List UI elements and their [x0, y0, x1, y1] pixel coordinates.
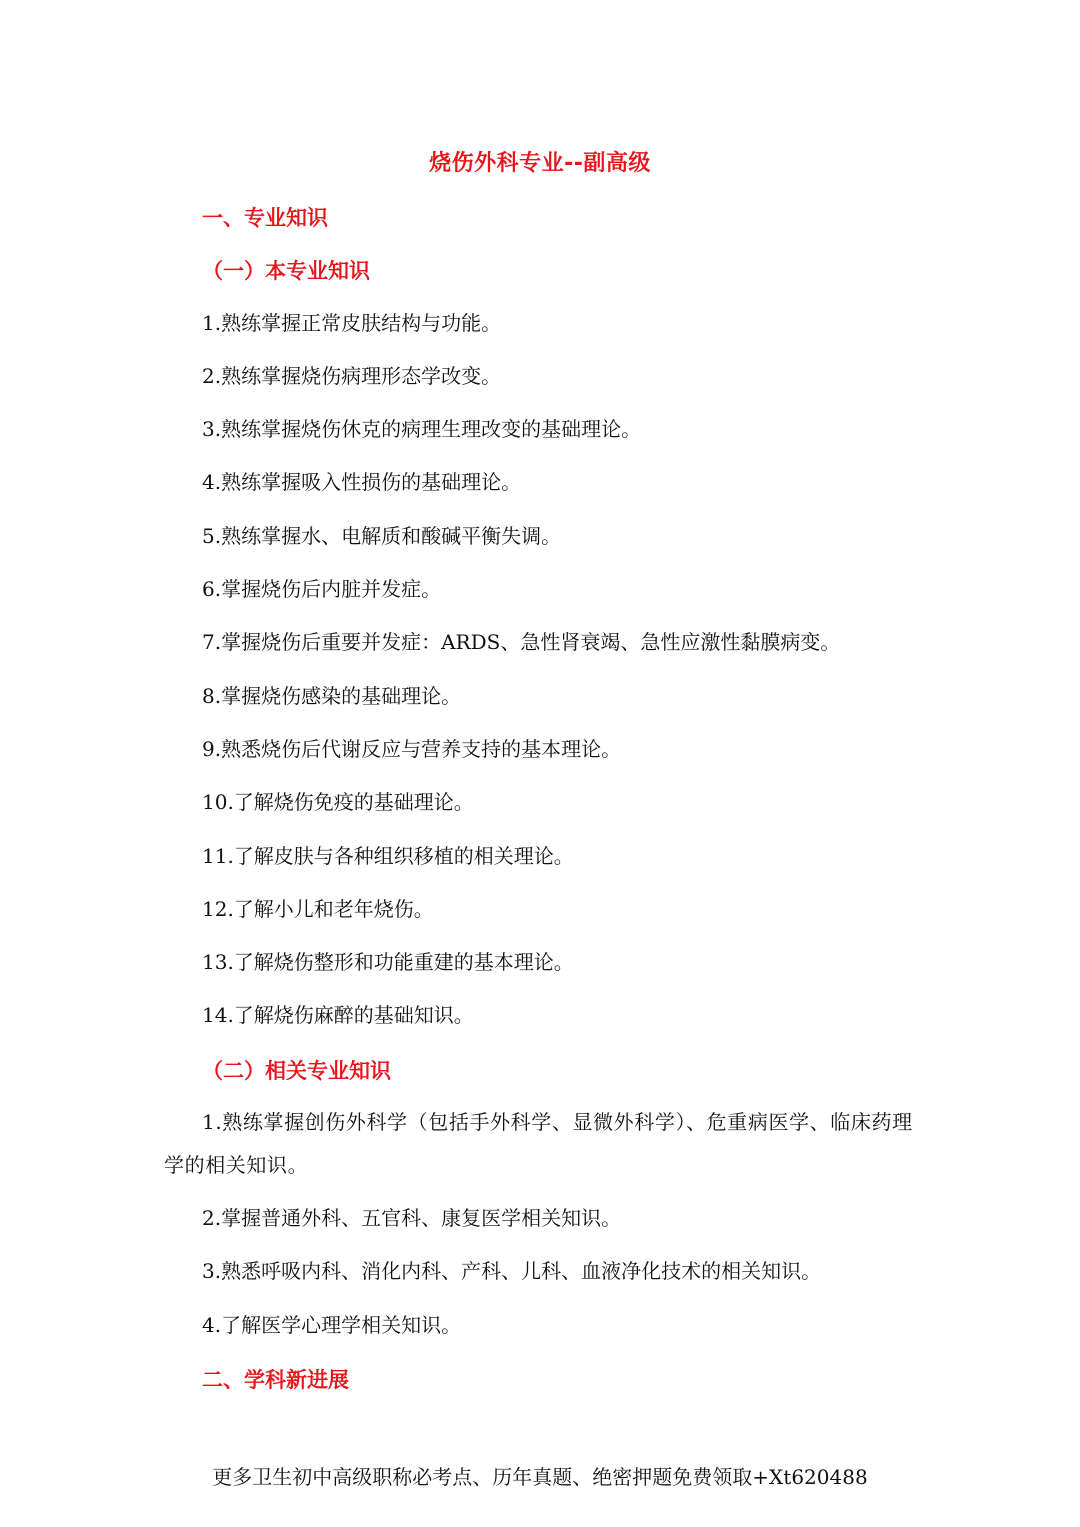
list-item: 11.了解皮肤与各种组织移植的相关理论。	[202, 844, 574, 868]
list-item: 8.掌握烧伤感染的基础理论。	[202, 684, 462, 708]
list-item: 13.了解烧伤整形和功能重建的基本理论。	[202, 950, 574, 974]
list-item: 3.熟悉呼吸内科、消化内科、产科、儿科、血液净化技术的相关知识。	[202, 1259, 822, 1283]
list-item: 2.熟练掌握烧伤病理形态学改变。	[202, 364, 502, 388]
list-item: 1.熟练掌握创伤外科学（包括手外科学、显微外科学）、危重病医学、临床药理学的相关知识。	[164, 1110, 913, 1177]
list-item: 2.掌握普通外科、五官科、康复医学相关知识。	[202, 1206, 622, 1230]
list-item: 4.了解医学心理学相关知识。	[202, 1313, 462, 1337]
list-item: 6.掌握烧伤后内脏并发症。	[202, 577, 442, 601]
section-heading-1: 一、专业知识	[202, 206, 328, 230]
promo-footer: 更多卫生初中高级职称必考点、历年真题、绝密押题免费领取+Xt620488	[212, 1465, 868, 1489]
list-item: 14.了解烧伤麻醉的基础知识。	[202, 1003, 474, 1027]
list-item: 3.熟练掌握烧伤休克的病理生理改变的基础理论。	[202, 417, 642, 441]
list-item: 12.了解小儿和老年烧伤。	[202, 897, 434, 921]
section-heading-2: 二、学科新进展	[202, 1368, 349, 1392]
list-item: 5.熟练掌握水、电解质和酸碱平衡失调。	[202, 524, 562, 548]
list-item: 4.熟练掌握吸入性损伤的基础理论。	[202, 470, 522, 494]
subsection-heading-2: （二）相关专业知识	[202, 1059, 391, 1083]
list-item: 9.熟悉烧伤后代谢反应与营养支持的基本理论。	[202, 737, 622, 761]
list-item: 1.熟练掌握正常皮肤结构与功能。	[202, 311, 502, 335]
list-item: 7.掌握烧伤后重要并发症：ARDS、急性肾衰竭、急性应激性黏膜病变。	[202, 630, 841, 654]
document-title: 烧伤外科专业--副高级	[429, 151, 651, 176]
subsection-heading-1: （一）本专业知识	[202, 259, 370, 283]
list-item: 10.了解烧伤免疫的基础理论。	[202, 790, 474, 814]
